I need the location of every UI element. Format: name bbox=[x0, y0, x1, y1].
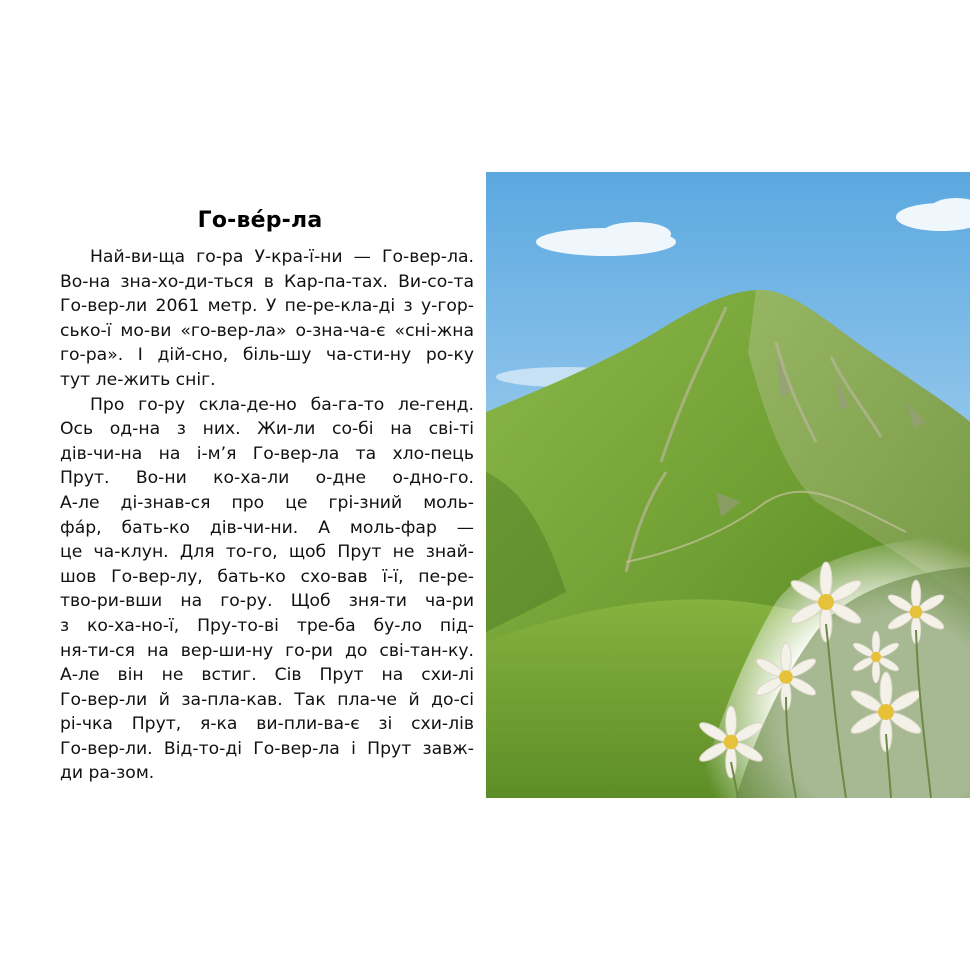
text-line: Го-вер-ли 2061 метр. У пе-ре-кла-ді з у-гор- bbox=[60, 296, 474, 317]
text-line: Най-ви-ща го-ра У-кра-ї-ни — Го-вер-ла. bbox=[90, 247, 474, 267]
text-line: Го-вер-ли й за-пла-кав. Так пла-че й до-сі bbox=[60, 689, 474, 710]
text-line: з ко-ха-но-ї, Пру-то-ві тре-ба бу-ло під- bbox=[60, 615, 474, 636]
page-title: Го-ве́р-ла bbox=[197, 208, 323, 233]
article-text bbox=[60, 245, 474, 786]
text-line: Ось од-на з них. Жи-ли со-бі на сві-ті bbox=[60, 419, 474, 440]
text-line: Во-на зна-хо-ди-ться в Кар-па-тах. Ви-со-та bbox=[60, 271, 474, 292]
text-line: тут ле-жить сніг. bbox=[60, 369, 216, 390]
text-line: ня-ти-ся на вер-ши-ну го-ри до сві-тан-ку. bbox=[60, 640, 474, 661]
text-line: сько-ї мо-ви «го-вер-ла» о-зна-ча-є «сні-жна bbox=[60, 320, 474, 341]
text-line: А-ле він не встиг. Сів Прут на схи-лі bbox=[60, 665, 474, 686]
text-line: дів-чи-на на і-м’я Го-вер-ла та хло-пець bbox=[60, 443, 474, 464]
text-line: А-ле ді-знав-ся про це грі-зний моль- bbox=[60, 492, 474, 513]
text-line: тво-ри-вши на го-ру. Щоб зня-ти ча-ри bbox=[60, 591, 474, 612]
text-line: рі-чка Прут, я-ка ви-пли-ва-є зі схи-лів bbox=[60, 714, 474, 735]
text-line: Прут. Во-ни ко-ха-ли о-дне о-дно-го. bbox=[60, 468, 474, 489]
text-line: фа́р, бать-ко дів-чи-ни. А моль-фар — bbox=[60, 517, 474, 538]
text-line: шов Го-вер-лу, бать-ко схо-вав ї-ї, пе-ре- bbox=[60, 566, 474, 587]
text-line: го-ра». І дій-сно, біль-шу ча-сти-ну ро-ку bbox=[60, 345, 474, 366]
text-line: це ча-клун. Для то-го, щоб Прут не знай- bbox=[60, 542, 474, 563]
text-line: Го-вер-ли. Від-то-ді Го-вер-ла і Прут завж- bbox=[60, 738, 474, 759]
text-line: ди ра-зом. bbox=[60, 763, 155, 784]
text-line: Про го-ру скла-де-но ба-га-то ле-генд. bbox=[90, 394, 474, 415]
mountain-photo bbox=[486, 172, 970, 798]
